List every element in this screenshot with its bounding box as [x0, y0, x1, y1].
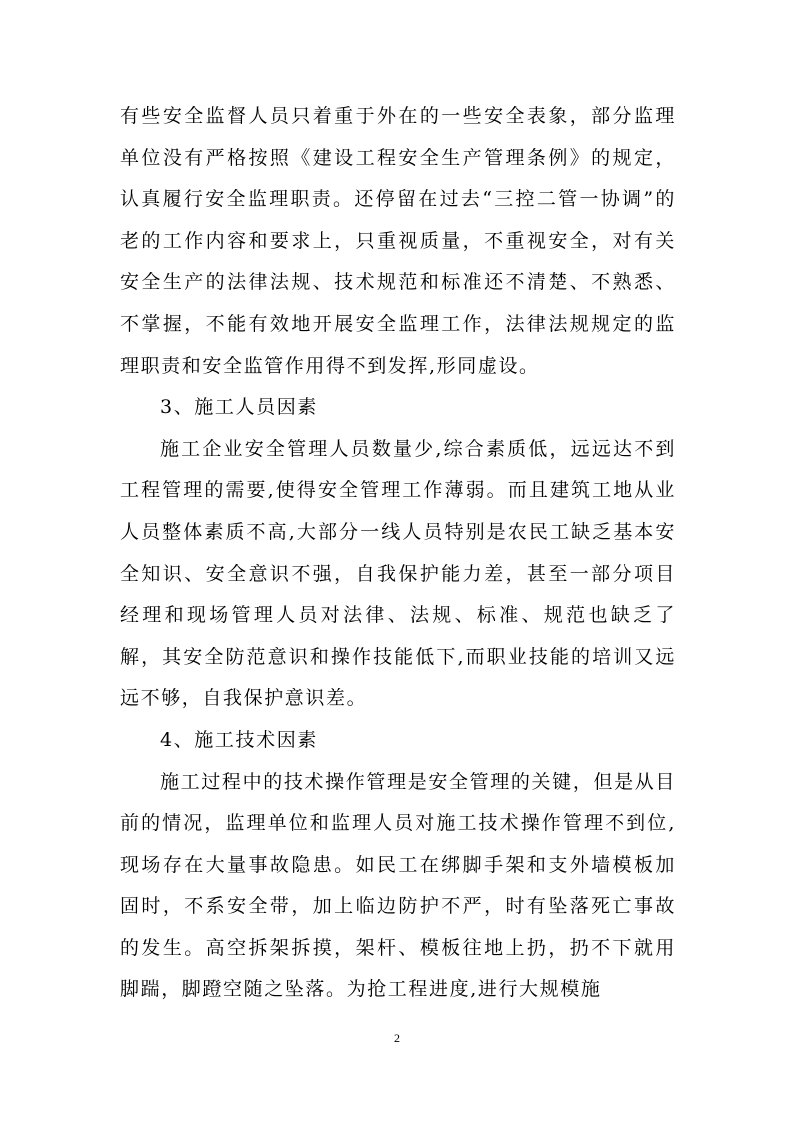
heading-construction-personnel: 3、施工人员因素: [160, 396, 318, 419]
paragraph-construction-technology: 施工过程中的技术操作管理是安全管理的关键，但是从目前的情况，监理单位和监理人员对施工技术操作管理不到位,现场存在大量事故隐患。如民工在绑脚手架和支外墙模板加固时，不系安全带，加上临边防护不严，时有坠落死亡事故的发生。高空拆架拆摸，架杆、模板往地上扔，扔不下就用脚踹，脚蹬空随之坠落。为抢工程进度,进行大规模施: [120, 770, 676, 1001]
paragraph-supervision-continued: 有些安全监督人员只着重于外在的一些安全表象，部分监理单位没有严格按照《建设工程安全生产管理条例》的规定，认真履行安全监理职责。还停留在过去“三控二管一协调”的老的工作内容和要求上，只重视质量，不重视安全，对有关安全生产的法律法规、技术规范和标准还不清楚、不熟悉、不掌握，不能有效地开展安全监理工作，法律法规规定的监理职责和安全监管作用得不到发挥,形同虚设。: [120, 105, 676, 377]
page-number: 2: [394, 1031, 400, 1045]
page-body: [120, 96, 676, 1011]
paragraph-construction-personnel: 施工企业安全管理人员数量少,综合素质低，远远达不到工程管理的需要,使得安全管理工作薄弱。而且建筑工地从业人员整体素质不高,大部分一线人员特别是农民工缺乏基本安全知识、安全意识不强，自我保护能力差，甚至一部分项目经理和现场管理人员对法律、法规、标准、规范也缺乏了解，其安全防范意识和操作技能低下,而职业技能的培训又远远不够，自我保护意识差。: [120, 437, 676, 710]
heading-construction-technology: 4、施工技术因素: [160, 728, 318, 751]
